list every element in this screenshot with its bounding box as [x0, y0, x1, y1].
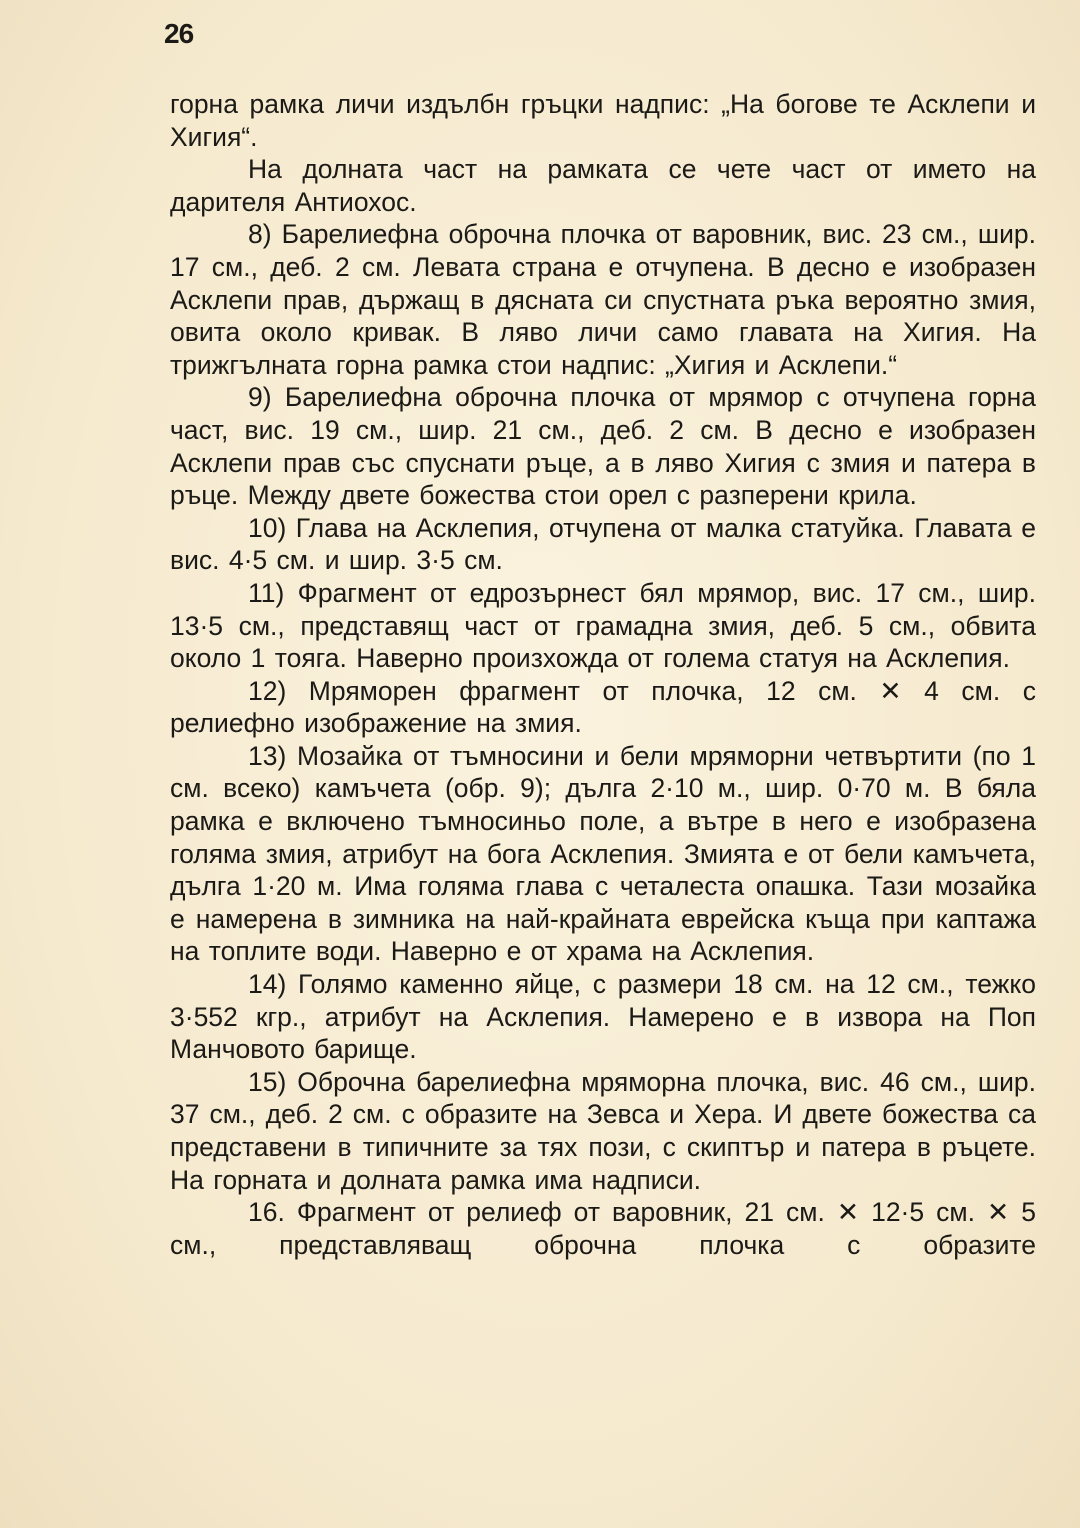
paragraph-item-10: 10) Глава на Асклепия, отчупена от малка статуйка. Главата е вис. 4·5 см. и шир. 3·5 см. [170, 512, 1036, 576]
paragraph-item-15: 15) Оброчна барелиефна мряморна плочка, вис. 46 см., шир. 37 см., деб. 2 см. с образите на Зевса и Хера. И двете божества са представени в типичните за тях пози, с скиптър и патера в ръцете. На горната и долната рамка има надписи. [170, 1066, 1036, 1195]
paragraph-item-12: 12) Мряморен фрагмент от плочка, 12 см. ✕ 4 см. с релиефно изображение на змия. [170, 675, 1036, 739]
body-text [170, 88, 1036, 1261]
paragraph-item-16: 16. Фрагмент от релиеф от варовник, 21 см. ✕ 12·5 см. ✕ 5 см., представляващ оброчна плочка с образите [170, 1197, 1036, 1260]
paragraph-item-8: 8) Барелиефна оброчна плочка от варовник, вис. 23 см., шир. 17 см., деб. 2 см. Левата страна е отчупена. В десно е изобразен Асклепи прав, държащ в дясната си спустнатa ръка вероятно змия, овита около кривак. В ляво личи само главата на Хигия. На трижгълната горна рамка стои надпис: „Хигия и Асклепи.“ [170, 219, 1036, 380]
paragraph-continuation: горна рамка личи издълбн гръцки надпис: „На богове те Асклепи и Хигия“. [170, 89, 1036, 152]
paragraph-item-11: 11) Фрагмент от едрозърнест бял мрямор, вис. 17 см., шир. 13·5 см., представящ част от грамадна змия, деб. 5 см., обвита около 1 тояга. Наверно произхожда от голема статуя на Асклепия. [170, 577, 1036, 674]
page-number: 26 [164, 18, 194, 49]
paragraph-donor: На долната част на рамката се чете част от името на дарителя Антиохос. [170, 154, 1036, 217]
paragraph-item-14: 14) Голямо каменно яйце, с размери 18 см. на 12 см., тежко 3·552 кгр., атрибут на Асклепия. Намерено е в извора на Поп Манчовото барище. [170, 969, 1036, 1065]
paragraph-item-13: 13) Мозайка от тъмносини и бели мряморни четвъртити (по 1 см. всеко) камъчета (обр. 9); дълга 2·10 м., шир. 0·70 м. В бяла рамка е включено тъмносиньо поле, а вътре в него е изобразена голяма змия, атрибут на бога Асклепия. Змията е от бели камъчета, дълга 1·20 м. Има голяма глава с четалеста опашка. Тази мозайка е намерена в зимника на най-крайната еврейска къща при каптажа на топлите води. Наверно е от храма на Асклепия. [170, 740, 1036, 967]
paragraph-item-9: 9) Барелиефна оброчна плочка от мрямор с отчупена горна част, вис. 19 см., шир. 21 см., деб. 2 см. В десно е изобразен Асклепи прав със спуснати ръце, а в ляво Хигия с змия и патера в ръце. Между двете божества стои орел с разперени крила. [170, 382, 1036, 511]
